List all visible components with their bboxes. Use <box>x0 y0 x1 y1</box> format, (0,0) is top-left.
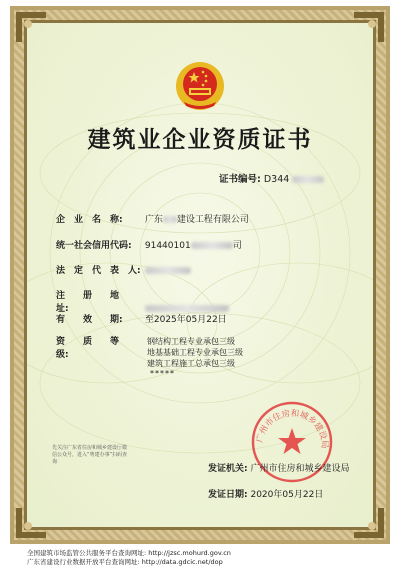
verification-note: 先关注广东省住房和城乡建设厅微信公众号，进入“粤建办事”扫码查询 <box>52 445 128 465</box>
issue-date <box>208 487 323 500</box>
field-qualification-grade <box>56 334 142 360</box>
field-value-tail: 司 <box>232 241 242 251</box>
issuing-authority <box>208 461 350 474</box>
certificate-number-label: 证书编号: <box>219 174 261 185</box>
redaction-blur <box>145 305 229 312</box>
grade-item: 钢结构工程专业承包三级 <box>147 337 235 346</box>
redaction-blur <box>163 216 177 223</box>
field-registered-address <box>56 288 229 314</box>
field-label: 企 业 名 称: <box>56 215 123 225</box>
footer-query-url: 广东省建设行业数据开放平台查询网址: http://data.gdcic.net/dop <box>27 558 223 566</box>
national-emblem-icon <box>174 60 226 112</box>
field-value-tail: 建设工程有限公司 <box>176 215 249 225</box>
grade-item: 地基基础工程专业承包三级 <box>147 348 243 357</box>
redaction-blur <box>145 267 191 274</box>
field-label: 资 质 等 级: <box>56 337 138 360</box>
certificate-number-value: D344 <box>263 174 290 185</box>
field-label: 注 册 地 址: <box>56 291 138 314</box>
seal-text: 广州市住房和城乡建设局 <box>255 408 330 449</box>
field-value: 至2025年05月22日 <box>144 315 227 325</box>
field-label: 统一社会信用代码: <box>56 241 132 251</box>
grade-item: 建筑工程施工总承包三级 <box>147 359 235 368</box>
redaction-blur <box>191 242 233 249</box>
field-value: 广东 <box>144 215 163 225</box>
issue-date-label: 发证日期: <box>208 490 248 500</box>
grade-more-indicator: ***** <box>150 369 175 378</box>
field-legal-representative <box>56 263 191 276</box>
corner-ornament-bottom-left <box>14 506 48 540</box>
corner-ornament-top-left <box>14 10 48 44</box>
field-credit-code <box>56 238 242 251</box>
issue-date-value: 2020年05月22日 <box>250 490 324 500</box>
issuing-authority-label: 发证机关: <box>208 464 248 474</box>
field-company-name <box>56 212 249 225</box>
field-value: 91440101 <box>144 241 191 251</box>
field-label: 法 定 代 表 人: <box>56 266 141 276</box>
issuing-authority-value: 广州市住房和城乡建设局 <box>250 464 350 474</box>
footer-query-url: 全国建筑市场监管公共服务平台查询网址: http://jzsc.mohurd.gov.cn <box>27 549 231 557</box>
certificate-title: 建筑业企业资质证书 <box>87 127 313 153</box>
redaction-blur <box>292 176 324 183</box>
certificate-number <box>219 171 324 185</box>
field-validity <box>56 312 227 325</box>
corner-ornament-bottom-right <box>352 506 386 540</box>
field-label: 有 效 期: <box>56 315 123 325</box>
corner-ornament-top-right <box>352 10 386 44</box>
